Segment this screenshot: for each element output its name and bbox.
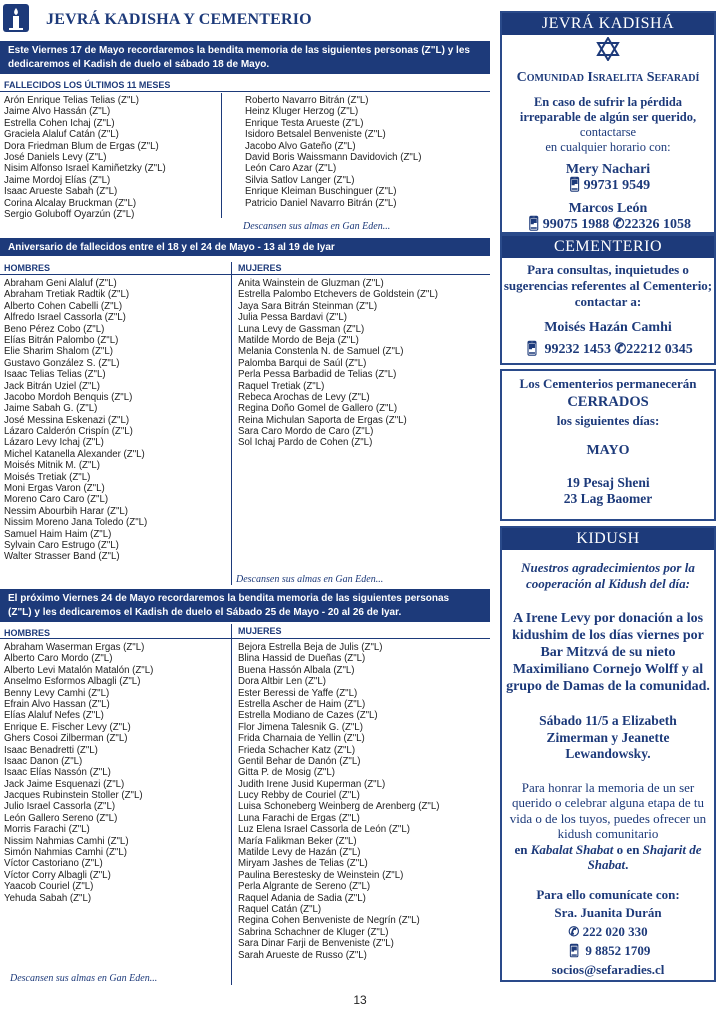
list-item: Regina Cohen Benveniste de Negrín (Z"L) (238, 915, 420, 927)
list-item: Elías Bitrán Palombo (Z"L) (4, 334, 119, 346)
header-icon (3, 4, 29, 32)
list-item: Estrella Cohen Ichaj (Z"L) (4, 117, 115, 129)
list-item: Ester Beressi de Yaffe (Z"L) (238, 687, 358, 699)
list-item: Frida Charnaia de Yellin (Z"L) (238, 733, 365, 745)
list-item: Nissim Nahmias Camhi (Z"L) (4, 835, 129, 847)
list-item: Sarah Arueste de Russo (Z"L) (238, 949, 367, 961)
cementerio-box (500, 234, 716, 365)
list-item: Gentil Behar de Danón (Z"L) (238, 755, 361, 767)
list-item: Arón Enrique Telias Telias (Z"L) (4, 95, 139, 106)
mobile-phone-icon: 📱︎ (565, 178, 584, 193)
men-list (4, 278, 147, 563)
column-divider (231, 262, 232, 585)
list-item: Víctor Corry Albagli (Z"L) (4, 869, 111, 881)
cementerio-title: CEMENTERIO (502, 236, 714, 258)
list-item: Estrella Modiano de Cazes (Z"L) (238, 710, 378, 722)
list-item: Roberto Navarro Bitrán (Z"L) (245, 95, 369, 106)
blessing-text: Descansen sus almas en Gan Eden... (10, 973, 158, 984)
intro-line-1: Este Viernes 17 de Mayo recordaremos la bendita memoria de las siguientes personas (Z"L) y les (8, 45, 470, 56)
list-item: Julio Israel Cassorla (Z"L) (4, 801, 116, 813)
list-item: Buena Hassón Albala (Z"L) (238, 664, 355, 676)
list-item: Ghers Cosoi Zilberman (Z"L) (4, 733, 128, 745)
list-item: Perla Pessa Barbadid de Telias (Z"L) (238, 369, 397, 381)
list-item: Enrique E. Fischer Levy (Z"L) (4, 721, 131, 733)
list-item: Gitta P. de Mosig (Z"L) (238, 767, 335, 779)
list-item: Miryam Jashes de Telias (Z"L) (238, 858, 368, 870)
list-item: Nessim Abourbih Harar (Z"L) (4, 505, 129, 517)
kidush-honor-o: o en (616, 841, 640, 857)
cementerio-closed-box (500, 369, 716, 521)
list-item: Moreno Caro Caro (Z"L) (4, 494, 109, 506)
star-of-david-icon (502, 37, 714, 66)
contact-2-phone-1: 99075 1988 (542, 217, 610, 232)
list-item: Reina Michulan Saporta de Ergas (Z"L) (238, 414, 407, 426)
list-item: Anita Wainstein de Gluzman (Z"L) (238, 278, 384, 289)
list-item: Jaime Sabah G. (Z"L) (4, 403, 98, 415)
list-item: Perla Algrante de Sereno (Z"L) (238, 881, 371, 893)
list-item: José Messina Eskenazi (Z"L) (4, 414, 130, 426)
list-item: Alfredo Israel Cassorla (Z"L) (4, 312, 126, 324)
list-item: Sara Dinar Farji de Benveniste (Z"L) (238, 938, 394, 950)
list-item: Enrique Kleiman Buschinguer (Z"L) (245, 186, 397, 198)
kidush-honor: Para honrar la memoria de un ser querido o celebrar alguna etapa de tu vida o de los tuyos, puedes ofrecer un kidush comunitario en Kabalat Shabat o en Shajarit de Shabat. (509, 779, 707, 872)
list-item: Estrella Ascher de Haim (Z"L) (238, 698, 366, 710)
contact-1-phone: 99731 9549 (583, 178, 651, 193)
closed-line-1: Los Cementerios permanecerán (519, 376, 697, 391)
page-number: 13 (353, 993, 367, 1007)
kidush-kabalat: Kabalat Shabat (530, 841, 614, 857)
list-item: Isaac Arueste Sabah (Z"L) (4, 186, 118, 198)
list-item: Jack Jaime Esquenazi (Z"L) (4, 778, 125, 790)
list-item: Paulina Berestesky de Weinstein (Z"L) (238, 869, 404, 881)
kidush-honor-en: en (514, 841, 528, 857)
kidush-contact-intro: Para ello comunícate con: (536, 886, 680, 902)
blessing-text: Descansen sus almas en Gan Eden... (236, 574, 384, 585)
list-item: Jaya Sara Bitrán Steinman (Z"L) (238, 300, 378, 312)
cementerio-contact-name: Moisés Hazán Camhi (544, 320, 672, 335)
list-item: José Daniels Levy (Z"L) (4, 151, 107, 163)
list-item: Blina Hassid de Dueñas (Z"L) (238, 653, 366, 665)
list-item: Dora Friedman Blum de Ergas (Z"L) (4, 140, 159, 152)
list-item: María Falikman Beker (Z"L) (238, 835, 357, 847)
list-item: Dora Altbir Len (Z"L) (238, 676, 326, 688)
list-item: Judith Irene Jusid Kuperman (Z"L) (238, 778, 386, 790)
list-item: Walter Strasser Band (Z"L) (4, 551, 120, 563)
list-item: Jaime Alvo Hassán (Z"L) (4, 106, 111, 118)
column-divider (221, 93, 222, 218)
list-item: Bejora Estrella Beja de Julis (Z"L) (238, 642, 383, 653)
closed-line-3: los siguientes días: (556, 413, 660, 428)
list-item: Sergio Goluboff Oyarzún (Z"L) (4, 208, 135, 220)
list-item: Silvia Satlov Langer (Z"L) (245, 174, 355, 186)
cementerio-phone-1: 99232 1453 (544, 342, 612, 357)
kidush-shajarit: Shajarit de Shabat (587, 841, 702, 872)
list-item: Luna Farachi de Ergas (Z"L) (238, 812, 360, 824)
list-item: Nissim Moreno Jana Toledo (Z"L) (4, 517, 148, 529)
deceased-list-1 (4, 95, 166, 220)
list-item: Jacques Rubinstein Stoller (Z"L) (4, 790, 143, 802)
list-item: Isaac Benadretti (Z"L) (4, 744, 98, 756)
list-item: Abraham Waserman Ergas (Z"L) (4, 642, 145, 653)
list-item: Gustavo González S. (Z"L) (4, 357, 120, 369)
list-item: Yehuda Sabah (Z"L) (4, 892, 92, 904)
contact-1-name: Mery Nachari (565, 162, 651, 177)
women-list (238, 642, 439, 961)
list-item: Regina Doño Gomel de Gallero (Z"L) (238, 403, 398, 415)
list-item: Julia Pessa Bardavi (Z"L) (238, 312, 347, 324)
deceased-list-2 (245, 95, 421, 209)
mobile-phone-icon: 📱︎ (523, 342, 542, 357)
women-heading: MUJERES (238, 626, 282, 636)
list-item: Abraham Tretiak Radtik (Z"L) (4, 289, 130, 301)
list-item: Enrique Testa Arueste (Z"L) (245, 117, 364, 129)
kidush-thanks: Nuestros agradecimientos por la cooperación al Kidush del día: (521, 560, 695, 591)
list-item: Lucy Rebby de Couriel (Z"L) (238, 790, 360, 802)
list-item: Melania Constenla N. de Samuel (Z"L) (238, 346, 404, 358)
list-item: Raquel Adania de Sadia (Z"L) (238, 892, 366, 904)
list-item: Graciela Alaluf Catán (Z"L) (4, 129, 119, 141)
list-item: Samuel Haim Haim (Z"L) (4, 528, 112, 540)
list-item: Isaac Telias Telias (Z"L) (4, 369, 106, 381)
men-heading: HOMBRES (4, 263, 51, 273)
list-item: Abraham Geni Alaluf (Z"L) (4, 278, 117, 289)
kidush-honor-text: Para honrar la memoria de un ser querido o celebrar alguna etapa de tu vida o de los tuyos, puedes ofrecer un kidush comunitario (509, 779, 707, 841)
list-item: Alberto Levi Matalón Matalón (Z"L) (4, 664, 154, 676)
list-item: Michel Katanella Alexander (Z"L) (4, 448, 145, 460)
list-item: Beno Pérez Cobo (Z"L) (4, 323, 105, 335)
list-item: Jack Bitrán Uziel (Z"L) (4, 380, 101, 392)
list-item: Raquel Tretiak (Z"L) (238, 380, 325, 392)
list-item: Sol Ichaj Pardo de Cohen (Z"L) (238, 437, 373, 449)
list-item: Lázaro Calderón Crispín (Z"L) (4, 426, 133, 438)
jevra-text-normal-2: en cualquier horario con: (545, 140, 671, 154)
list-item: Isaac Danon (Z"L) (4, 755, 83, 767)
list-item: Simón Nahmias Camhi (Z"L) (4, 847, 127, 859)
list-item: Elías Alaluf Nefes (Z"L) (4, 710, 104, 722)
list-item: Flor Jimena Talesnik G. (Z"L) (238, 721, 363, 733)
cementerio-phone-2: 22212 0345 (626, 342, 693, 357)
list-item: Jaime Mordoj Elías (Z"L) (4, 174, 111, 186)
list-item: Jacobo Mordoh Benquis (Z"L) (4, 391, 133, 403)
list-item: Raquel Catán (Z"L) (238, 903, 322, 915)
list-item: Lázaro Levy Ichaj (Z"L) (4, 437, 104, 449)
men-heading: HOMBRES (4, 628, 51, 638)
list-item: Víctor Castoriano (Z"L) (4, 858, 103, 870)
kidush-box (500, 526, 716, 982)
intro-line-2: dedicaremos el Kadish de duelo el sábado 18 de Mayo. (8, 58, 270, 70)
list-item: Frieda Schacher Katz (Z"L) (238, 744, 356, 756)
list-item: Elie Sharim Shalom (Z"L) (4, 346, 113, 358)
list-item: Sabrina Schachner de Kluger (Z"L) (238, 926, 389, 938)
list-item: Palomba Barqui de Saúl (Z"L) (238, 357, 367, 369)
list-item: Morris Farachi (Z"L) (4, 824, 90, 836)
divider (0, 274, 490, 275)
anniversary-bar: Aniversario de fallecidos entre el 18 y el 24 de Mayo - 13 al 19 de Iyar (0, 238, 490, 256)
contact-2-name: Marcos León (568, 201, 648, 216)
list-item: Moisés Tretiak (Z"L) (4, 471, 91, 483)
jevra-text-bold: En caso de sufrir la pérdida irreparable de algún ser querido, (519, 95, 697, 124)
kidush-phone-2: 9 8852 1709 (585, 942, 651, 958)
divider (0, 91, 490, 92)
candle-icon (3, 4, 29, 32)
mobile-phone-icon: 📱︎ (524, 217, 543, 232)
list-item: Alberto Caro Mordo (Z"L) (4, 653, 113, 665)
next-friday-bar (0, 589, 490, 622)
column-divider (231, 624, 232, 985)
list-item: Nisim Alfonso Israel Kamiñetzky (Z"L) (4, 163, 166, 175)
list-item: Isidoro Betsalel Benveniste (Z"L) (245, 129, 386, 141)
list-item: León Gallero Sereno (Z"L) (4, 812, 118, 824)
next-line-2: (Z"L) y les dedicaremos el Kadish de duelo el Sábado 25 de Mayo - 20 al 26 de Iyar. (8, 606, 402, 618)
kidush-donation: A Irene Levy por donación a los kidushim de los días viernes por Bar Mitzvá de su nieto Maximiliano Cornejo Wolff y al grupo de Damas de la comunidad. (506, 611, 710, 694)
divider (0, 638, 490, 639)
mobile-phone-icon: 📱︎ (565, 942, 583, 958)
list-item: Yaacob Couriel (Z"L) (4, 881, 94, 893)
kidush-title: KIDUSH (502, 528, 714, 550)
phone-icon: ✆ (614, 342, 627, 357)
list-item: Moisés Mitnik M. (Z"L) (4, 460, 101, 472)
list-item: León Caro Azar (Z"L) (245, 163, 337, 175)
kidush-phone-row-1 (502, 924, 714, 940)
deceased-heading: FALLECIDOS LOS ÚLTIMOS 11 MESES (4, 80, 171, 90)
list-item: Anselmo Esformos Albagli (Z"L) (4, 676, 141, 688)
kidush-saturday: Sábado 11/5 a Elizabeth Zimerman y Jeanette Lewandowsky. (539, 713, 677, 761)
next-line-1: El próximo Viernes 24 de Mayo recordaremos la bendita memoria de las siguientes personas (8, 593, 450, 604)
contact-1-phone-row (502, 178, 714, 194)
list-item: Benny Levy Camhi (Z"L) (4, 687, 110, 699)
list-item: Moni Ergas Varon (Z"L) (4, 483, 105, 495)
closed-line-2: CERRADOS (567, 394, 649, 410)
contact-2-phone-row (502, 217, 714, 233)
list-item: Luna Levy de Gassman (Z"L) (238, 323, 365, 335)
list-item: Corina Alcalay Bruckman (Z"L) (4, 197, 137, 209)
list-item: Sylvain Caro Estrugo (Z"L) (4, 539, 119, 551)
jevra-instructions (502, 95, 714, 155)
list-item: Sara Caro Mordo de Caro (Z"L) (238, 426, 374, 438)
jevra-kadisha-box (500, 11, 716, 234)
list-item: Efrain Alvo Hassan (Z"L) (4, 698, 110, 710)
women-heading: MUJERES (238, 263, 282, 273)
kidush-phone-row-2 (502, 943, 714, 959)
closed-month: MAYO (586, 443, 630, 458)
kidush-contact-name: Sra. Juanita Durán (554, 904, 662, 920)
list-item: Matilde Mordo de Beja (Z"L) (238, 334, 359, 346)
list-item: Patricio Daniel Navarro Bitrán (Z"L) (245, 197, 397, 209)
men-list (4, 642, 153, 904)
cementerio-text: Para consultas, inquietudes o sugerencias referentes al Cementerio; contactar a: (503, 262, 713, 309)
women-list (238, 278, 438, 449)
list-item: Estrella Palombo Etchevers de Goldstein (Z"L) (238, 289, 438, 301)
list-item: Rebeca Arochas de Levy (Z"L) (238, 391, 370, 403)
contact-2-phone-2: 22326 1058 (624, 217, 691, 232)
list-item: Matilde Levy de Hazán (Z"L) (238, 847, 361, 859)
phone-icon: ✆ (568, 923, 580, 939)
list-item: Heinz Kluger Herzog (Z"L) (245, 106, 359, 118)
intro-bar (0, 41, 490, 74)
page-title: JEVRÁ KADISHA Y CEMENTERIO (46, 11, 312, 28)
closed-day-1: 19 Pesaj Sheni (566, 475, 650, 490)
community-name: Comunidad Israelita Sefaradí (516, 70, 700, 85)
jevra-text-normal-1: contactarse (579, 125, 637, 139)
kidush-phone-1: 222 020 330 (582, 923, 648, 939)
cementerio-phone-row (502, 342, 714, 358)
closed-day-2: 23 Lag Baomer (563, 491, 653, 506)
list-item: Alberto Cohen Cabelli (Z"L) (4, 300, 123, 312)
list-item: Isaac Elías Nassón (Z"L) (4, 767, 111, 779)
phone-icon: ✆ (612, 217, 625, 232)
blessing-text: Descansen sus almas en Gan Eden... (243, 221, 391, 232)
list-item: Luisa Schoneberg Weinberg de Arenberg (Z"L) (238, 801, 440, 813)
jevra-title: JEVRÁ KADISHÁ (502, 13, 714, 35)
list-item: Jacobo Alvo Gateño (Z"L) (245, 140, 356, 152)
list-item: Luz Elena Israel Cassorla de León (Z"L) (238, 824, 410, 836)
list-item: David Boris Waissmann Davidovich (Z"L) (245, 151, 422, 163)
kidush-email[interactable]: socios@sefaradies.cl (551, 961, 665, 977)
